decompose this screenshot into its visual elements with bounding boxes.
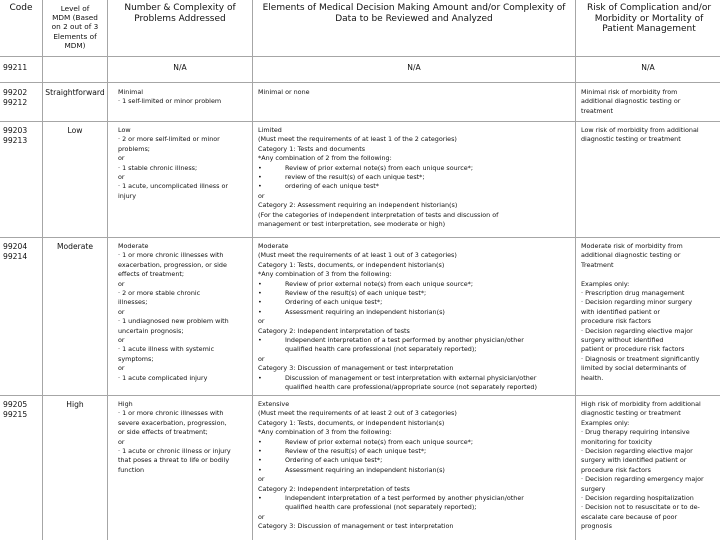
data-text: (Must meet the requirements of at least 1 of the 2 categories): [258, 135, 457, 144]
risk-text: Treatment: [581, 260, 614, 269]
risk-text: · Decision regarding emergency major: [581, 475, 704, 484]
problems-text: · 1 stable chronic illness;: [118, 163, 198, 172]
data-text: or: [258, 317, 265, 326]
data-text: Category 1: Tests and documents: [258, 144, 366, 153]
na-risk-label: N/A: [641, 63, 655, 72]
data-text: • Discussion of management or test interpretation with external physician/other: [258, 374, 573, 383]
column-divider: [42, 0, 43, 540]
code-value: 99202: [3, 88, 28, 97]
row-divider: [0, 395, 720, 396]
row-data: [258, 88, 573, 97]
data-text: Category 3: Discussion of management or test interpretation: [258, 364, 454, 373]
risk-text: additional diagnostic testing or: [581, 97, 681, 106]
row-codes-99211: [3, 63, 41, 73]
row-data: [258, 126, 573, 229]
header-level-line: Level of: [60, 4, 90, 13]
data-text: (Must meet the requirements of at least 1 out of 3 categories): [258, 251, 457, 260]
problems-text: · 1 or more chronic illnesses with: [118, 409, 224, 418]
header-data: [256, 3, 572, 24]
data-text: Category 2: Assessment requiring an independent historian(s): [258, 201, 458, 210]
problems-text: Moderate: [118, 242, 149, 250]
data-text: *Any combination of 2 from the following:: [258, 154, 392, 163]
data-text: Category 1: Tests, documents, or independent historian(s): [258, 260, 445, 269]
column-divider: [252, 0, 253, 540]
row-data: [258, 242, 573, 393]
problems-text: that poses a threat to life or bodily: [118, 456, 230, 465]
data-text: • Independent interpretation of a test performed by another physician/other: [258, 494, 573, 503]
risk-text: additional diagnostic testing or: [581, 251, 681, 260]
header-divider: [0, 56, 720, 57]
problems-text: · 1 or more chronic illnesses with: [118, 251, 224, 260]
header-problems-label: Number & Complexity of Problems Addressed: [124, 3, 236, 24]
data-text: qualified health care professional/appropriate source (not separately reported): [285, 383, 537, 392]
data-text: Moderate: [258, 242, 289, 250]
data-text: qualified health care professional (not separately reported);: [285, 503, 477, 512]
data-text: Limited: [258, 126, 282, 134]
mdm-level: Straightforward: [45, 88, 105, 97]
row-level: [43, 126, 107, 136]
data-text: • Review of the result(s) of each unique test*;: [258, 289, 573, 298]
row-level: [43, 88, 107, 98]
risk-text: limited by social determinants of: [581, 364, 687, 373]
risk-text: diagnostic testing or treatment: [581, 409, 681, 418]
mdm-level: Low: [67, 126, 83, 135]
data-text: or: [258, 512, 265, 521]
risk-text: · Decision regarding minor surgery: [581, 298, 693, 307]
problems-text: · 1 acute illness with systemic: [118, 345, 215, 354]
header-level-line: MDM): [64, 40, 86, 50]
problems-text: · 1 self-limited or minor problem: [118, 97, 222, 106]
data-text: or: [258, 475, 265, 484]
row-risk: [581, 126, 719, 145]
code-value: 99212: [3, 97, 28, 107]
problems-text: or: [118, 336, 125, 345]
header-code-label: Code: [9, 3, 33, 13]
problems-text: · 1 acute complicated injury: [118, 373, 208, 382]
mdm-level: High: [66, 400, 84, 409]
code-value: 99205: [3, 400, 28, 409]
header-level-line: MDM (Based: [52, 13, 98, 23]
row-codes: [3, 126, 41, 145]
data-text: • Ordering of each unique test*;: [258, 298, 573, 307]
data-text: • ordering of each unique test*: [258, 182, 573, 191]
row-risk: [581, 400, 719, 532]
data-text: • review of the result(s) of each unique test*;: [258, 173, 573, 182]
data-text: • Assessment requiring an independent historian(s): [258, 308, 573, 317]
problems-text: severe exacerbation, progression,: [118, 418, 227, 427]
problems-text: Low: [118, 126, 131, 134]
data-text: Category 1: Tests, documents, or independent historian(s): [258, 418, 445, 427]
data-text: Category 2: Independent interpretation of tests: [258, 484, 410, 493]
code-value: 99215: [3, 409, 28, 419]
risk-text: · Drug therapy requiring intensive: [581, 428, 690, 437]
na-problems: [108, 63, 252, 73]
risk-text: [581, 270, 719, 279]
problems-text: injury: [118, 191, 137, 200]
risk-text: surgery with identified patient or: [581, 456, 687, 465]
data-text: Category 3: Discussion of management or test interpretation: [258, 522, 454, 531]
data-text: or: [258, 354, 265, 363]
data-text: (For the categories of independent interpretation of tests and discussion of: [258, 210, 499, 219]
problems-text: · 2 or more stable chronic: [118, 289, 201, 298]
problems-text: symptoms;: [118, 354, 154, 363]
risk-text: · Diagnosis or treatment significantly: [581, 354, 700, 363]
na-risk: [576, 63, 720, 73]
column-divider: [107, 0, 108, 540]
problems-text: illnesses;: [118, 298, 148, 307]
risk-text: procedure risk factors: [581, 317, 651, 326]
risk-text: surgery without identified: [581, 336, 664, 345]
header-level-line: Elements of: [53, 31, 97, 41]
row-problems: [118, 400, 250, 475]
risk-text: with identified patient or: [581, 307, 661, 316]
data-text: (Must meet the requirements of at least 2 out of 3 categories): [258, 409, 457, 418]
data-text: • Review of the result(s) of each unique test*;: [258, 447, 573, 456]
row-problems: [118, 88, 250, 107]
row-problems: [118, 126, 250, 201]
row-risk: [581, 88, 719, 116]
risk-text: Minimal risk of morbidity from: [581, 88, 678, 96]
data-text: • Ordering of each unique test*;: [258, 456, 573, 465]
problems-text: High: [118, 400, 133, 408]
risk-text: escalate care because of poor: [581, 512, 678, 521]
problems-text: exacerbation, progression, or side: [118, 260, 227, 269]
row-data: [258, 400, 573, 532]
risk-text: health.: [581, 373, 604, 382]
data-text: *Any combination of 3 from the following:: [258, 270, 392, 279]
data-text: Extensive: [258, 400, 290, 408]
data-text: • Review of prior external note(s) from each unique source*;: [258, 438, 573, 447]
row-divider: [0, 82, 720, 83]
row-codes: [3, 88, 41, 107]
problems-text: · 1 acute or chronic illness or injury: [118, 447, 231, 456]
header-risk-label: Risk of Complication and/or Morbidity or Mortality of Patient Management: [586, 3, 712, 34]
risk-text: surgery: [581, 484, 606, 493]
row-divider: [0, 237, 720, 238]
code-value: 99211: [3, 63, 28, 72]
code-value: 99204: [3, 242, 28, 251]
risk-text: High risk of morbidity from additional: [581, 400, 701, 408]
column-divider: [575, 0, 576, 540]
header-level: [43, 4, 107, 50]
na-problems-label: N/A: [173, 63, 187, 72]
risk-text: Examples only:: [581, 418, 630, 427]
data-text: *Any combination of 3 from the following:: [258, 428, 392, 437]
data-text: • Review of prior external note(s) from each unique source*;: [258, 164, 573, 173]
row-level: [43, 400, 107, 410]
risk-text: Moderate risk of morbidity from: [581, 242, 683, 250]
data-text: • Independent interpretation of a test performed by another physician/other: [258, 336, 573, 345]
risk-text: · Decision not to resuscitate or to de-: [581, 503, 700, 512]
data-text: Minimal or none: [258, 88, 310, 96]
problems-text: · 1 undiagnosed new problem with: [118, 317, 229, 326]
header-problems: [112, 3, 248, 24]
code-value: 99203: [3, 126, 28, 135]
data-text: management or test interpretation, see moderate or high): [258, 220, 446, 229]
data-text: • Review of prior external note(s) from each unique source*;: [258, 280, 573, 289]
problems-text: or: [118, 173, 125, 182]
problems-text: function: [118, 465, 145, 474]
risk-text: diagnostic testing or treatment: [581, 135, 681, 144]
row-risk: [581, 242, 719, 383]
row-codes: [3, 400, 41, 419]
risk-text: · Prescription drug management: [581, 289, 685, 298]
risk-text: Low risk of morbidity from additional: [581, 126, 699, 134]
problems-text: or side effects of treatment;: [118, 428, 208, 437]
problems-text: or: [118, 279, 125, 288]
problems-text: · 1 acute, uncomplicated illness or: [118, 182, 228, 191]
problems-text: uncertain prognosis;: [118, 326, 184, 335]
risk-text: · Decision regarding elective major: [581, 326, 693, 335]
row-divider: [0, 121, 720, 122]
row-problems: [118, 242, 250, 383]
mdm-level: Moderate: [56, 242, 94, 251]
row-codes: [3, 242, 41, 261]
risk-text: monitoring for toxicity: [581, 437, 653, 446]
problems-text: effects of treatment;: [118, 270, 185, 279]
problems-text: · 2 or more self-limited or minor: [118, 135, 220, 144]
problems-text: or: [118, 364, 125, 373]
risk-text: patient or procedure risk factors: [581, 345, 685, 354]
problems-text: or: [118, 437, 125, 446]
na-data: [253, 63, 575, 73]
risk-text: Examples only:: [581, 279, 630, 288]
na-data-label: N/A: [407, 63, 421, 72]
row-level: [43, 242, 107, 252]
code-value: 99213: [3, 135, 28, 145]
risk-text: procedure risk factors: [581, 465, 651, 474]
header-code: [0, 3, 42, 14]
risk-text: prognosis: [581, 522, 612, 531]
data-text: or: [258, 191, 265, 200]
risk-text: · Decision regarding elective major: [581, 447, 693, 456]
risk-text: treatment: [581, 106, 614, 115]
problems-text: or: [118, 154, 125, 163]
risk-text: · Decision regarding hospitalization: [581, 494, 694, 503]
data-text: qualified health care professional (not separately reported);: [285, 345, 477, 354]
data-text: • Assessment requiring an independent historian(s): [258, 466, 573, 475]
code-value: 99214: [3, 251, 28, 261]
data-text: Category 2: Independent interpretation of tests: [258, 326, 410, 335]
header-level-line: on 2 out of 3: [51, 22, 99, 32]
header-risk: [578, 3, 720, 35]
problems-text: problems;: [118, 144, 150, 153]
header-data-label: Elements of Medical Decision Making Amount and/or Complexity of Data to be Reviewed and Analyzed: [262, 3, 566, 24]
problems-text: Minimal: [118, 88, 144, 96]
problems-text: or: [118, 307, 125, 316]
